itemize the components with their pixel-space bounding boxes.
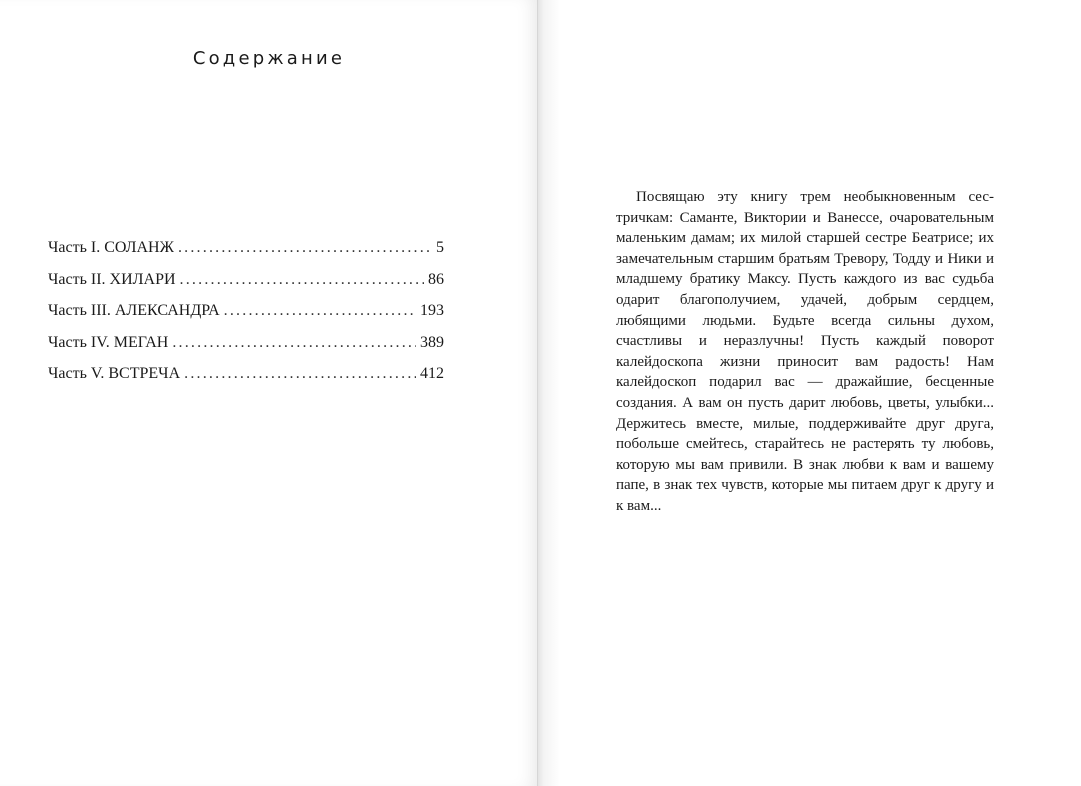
toc-entry-label: Часть III. АЛЕКСАНДРА	[48, 302, 220, 319]
toc-entry-part-4[interactable]	[48, 334, 444, 366]
toc-page-number: 389	[420, 333, 444, 351]
toc-entry-label: Часть V. ВСТРЕЧА	[48, 365, 181, 382]
left-page	[0, 0, 538, 786]
toc-entry-label: Часть II. ХИЛАРИ	[48, 270, 176, 288]
toc-entry-part-1[interactable]	[48, 239, 444, 271]
toc-entry-part-5[interactable]	[48, 365, 444, 397]
toc-entry-label: Часть IV. МЕГАН	[48, 333, 169, 351]
contents-title: Содержание	[192, 48, 346, 69]
table-of-contents	[48, 239, 444, 397]
toc-dot-leader	[172, 334, 416, 352]
toc-page-number: 86	[428, 270, 444, 288]
toc-entry-label: Часть I. СОЛАНЖ	[48, 239, 174, 256]
toc-dot-leader	[224, 302, 416, 320]
toc-dot-leader	[180, 271, 424, 289]
toc-entry-part-3[interactable]	[48, 302, 444, 334]
toc-dot-leader	[178, 239, 432, 257]
toc-page-number: 5	[436, 239, 444, 256]
dedication-text: Посвящаю эту книгу трем необыкновенным сестричкам: Саманте, Виктории и Ванессе, очаровательным маленьким дамам; их милой старшей сестре Беатрисе; их замечательным старшим братьям Тревору, Тодду и Ники и младшему братику Максу. Пусть каждого из вас судьба одарит благополучием, удачей, добрым сердцем, любящими людьми. Будьте всегда сильны духом, счастливы и неразлучны! Пусть каждый поворот калейдоскопа жизни приносит вам радость! Нам калейдоскоп подарил вас — дражайшие, бесценные создания. А вам он пусть дарит любовь, цветы, улыбки... Держитесь вместе, милые, поддерживайте друг друга, побольше смейтесь, старайтесь не растерять ту любовь, которую мы вам привили. В знак любви к вам и вашему папе, в знак тех чувств, которые мы питаем друг к другу и к вам...	[616, 189, 994, 514]
right-page	[538, 0, 1081, 786]
toc-dot-leader	[184, 365, 416, 383]
toc-page-number: 412	[420, 365, 444, 382]
toc-entry-part-2[interactable]	[48, 271, 444, 303]
toc-page-number: 193	[420, 302, 444, 319]
